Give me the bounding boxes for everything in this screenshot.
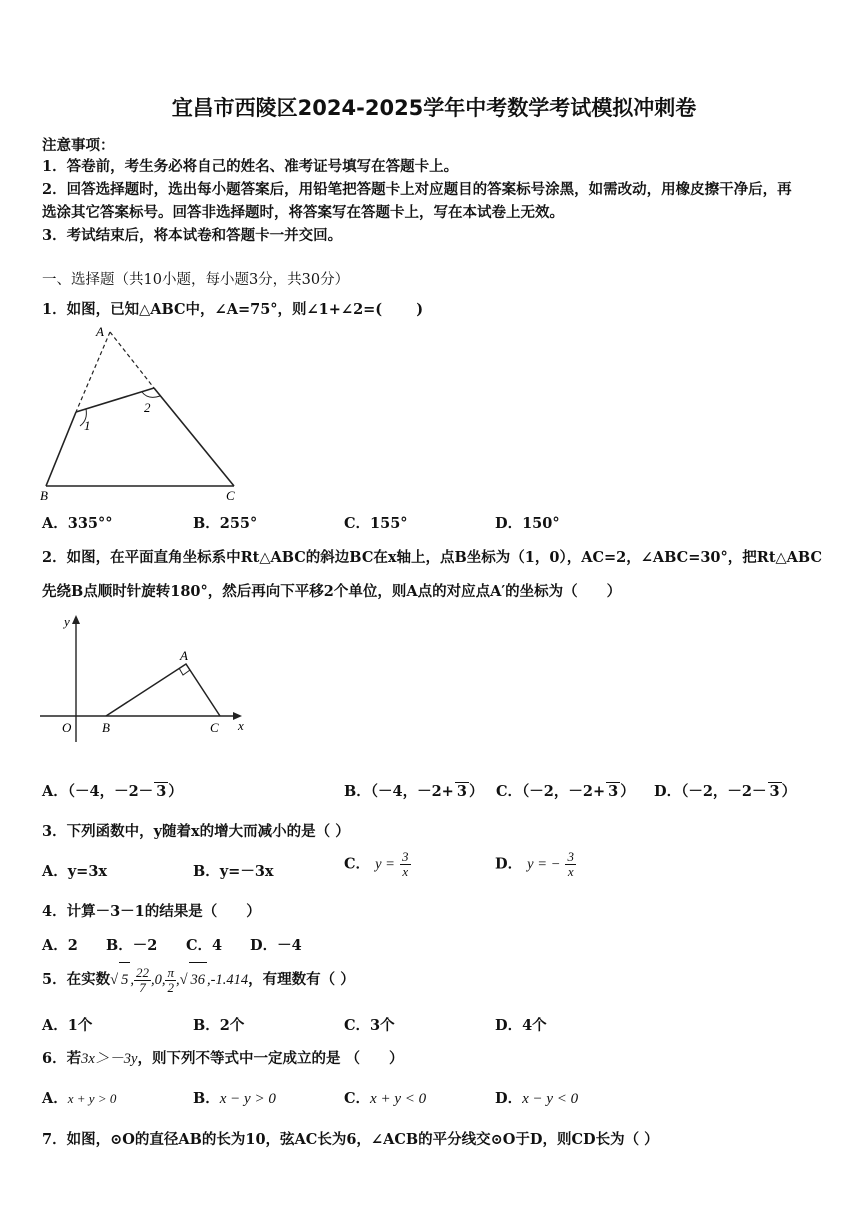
q5-option-d: D．4个 (495, 1017, 547, 1034)
q2-label-C: C (210, 720, 219, 735)
q2-label-x: x (238, 718, 244, 733)
sqrt: 3 (156, 783, 167, 800)
q1-label-2: 2 (144, 400, 151, 415)
notice-item-2b: 选涂其它答案标号。回答非选择题时，将答案写在答题卡上，写在本试卷上无效。 (42, 204, 564, 221)
q1-option-b: B．255° (193, 515, 258, 532)
q2-option-a: A．（－4，－2－ 3 ） (42, 783, 183, 800)
q4-option-d: D．－4 (250, 937, 302, 954)
q5-option-b: B．2个 (193, 1017, 245, 1034)
q6-stem: 6．若3x＞－3y，则下列不等式中一定成立的是 （ ） (42, 1050, 404, 1067)
q2-label-O: O (62, 720, 72, 735)
q1-option-d: D．150° (495, 515, 560, 532)
q1-option-c: C．155° (344, 515, 408, 532)
q4-option-b: B．－2 (106, 937, 158, 954)
q1-option-a: A．335°° (42, 515, 113, 532)
q2-stem-line2: 先绕B点顺时针旋转180°，然后再向下平移2个单位，则A点的对应点A′的坐标为（ ） (42, 583, 622, 600)
sqrt: 3 (608, 783, 619, 800)
sqrt: 3 (769, 783, 780, 800)
q3-option-b: B．y=－3x (193, 863, 274, 880)
q2-option-d: D．（－2，－2－ 3 ） (654, 783, 797, 800)
q1-stem: 1．如图，已知△ABC中，∠A=75°，则∠1+∠2=( ) (42, 301, 424, 318)
q5-option-c: C．3个 (344, 1017, 395, 1034)
q5-option-a: A．1个 (42, 1017, 93, 1034)
q5-stem: 5．在实数√ 5 , $\frac{22}{7}$ ,0, $\frac{\pi}{2}$ ,√ 36 ,-1.414，有理数有（ ） (42, 962, 355, 997)
q6-option-d: D．x − y < 0 (495, 1090, 579, 1107)
q2-option-c: C．（－2，－2+ 3 ） (496, 783, 635, 800)
q2-label-B: B (102, 720, 110, 735)
q3-option-c: C． y = $\frac{3}{x}$ (344, 849, 409, 879)
q4-stem: 4．计算－3－1的结果是（ ） (42, 903, 261, 920)
sqrt: 3 (456, 783, 467, 800)
q6-option-a: A．x + y > 0 (42, 1090, 117, 1107)
q1-label-B: B (40, 488, 48, 503)
q6-option-c: C．x + y < 0 (344, 1090, 427, 1107)
page-title: 宜昌市西陵区2024-2025学年中考数学考试模拟冲刺卷 (171, 96, 697, 120)
q2-option-b: B．（－4，－2+ 3 ） (344, 783, 484, 800)
q7-stem: 7．如图，⊙O的直径AB的长为10，弦AC长为6，∠ACB的平分线交⊙O于D，则CD长为（ ） (42, 1131, 659, 1148)
q2-stem-line1: 2．如图，在平面直角坐标系中Rt△ABC的斜边BC在x轴上，点B坐标为（1，0），AC=2，∠ABC=30°，把Rt△ABC (42, 549, 822, 566)
notice-heading: 注意事项： (42, 137, 115, 154)
q1-label-1: 1 (84, 418, 91, 433)
q4-option-c: C．4 (186, 937, 223, 954)
q1-figure (38, 322, 253, 504)
q2-label-A: A (180, 648, 188, 663)
q4-option-a: A．2 (42, 937, 78, 954)
q3-option-a: A．y=3x (42, 863, 108, 880)
q2-figure (38, 612, 253, 742)
notice-item-3: 3．考试结束后，将本试卷和答题卡一并交回。 (42, 227, 343, 244)
q2-label-y: y (64, 614, 70, 629)
q6-option-b: B．x − y > 0 (193, 1090, 276, 1107)
q3-stem: 3．下列函数中，y随着x的增大而减小的是（ ） (42, 823, 350, 840)
q3-option-d: D． y = − $\frac{3}{x}$ (495, 849, 574, 879)
q1-label-C: C (226, 488, 235, 503)
notice-item-1: 1．答卷前，考生务必将自己的姓名、准考证号填写在答题卡上。 (42, 158, 459, 175)
notice-item-2a: 2．回答选择题时，选出每小题答案后，用铅笔把答题卡上对应题目的答案标号涂黑，如需改动，用橡皮擦干净后，再 (42, 181, 792, 198)
q1-label-A: A (96, 324, 104, 339)
section-heading: 一、选择题（共10小题，每小题3分，共30分） (42, 272, 350, 288)
